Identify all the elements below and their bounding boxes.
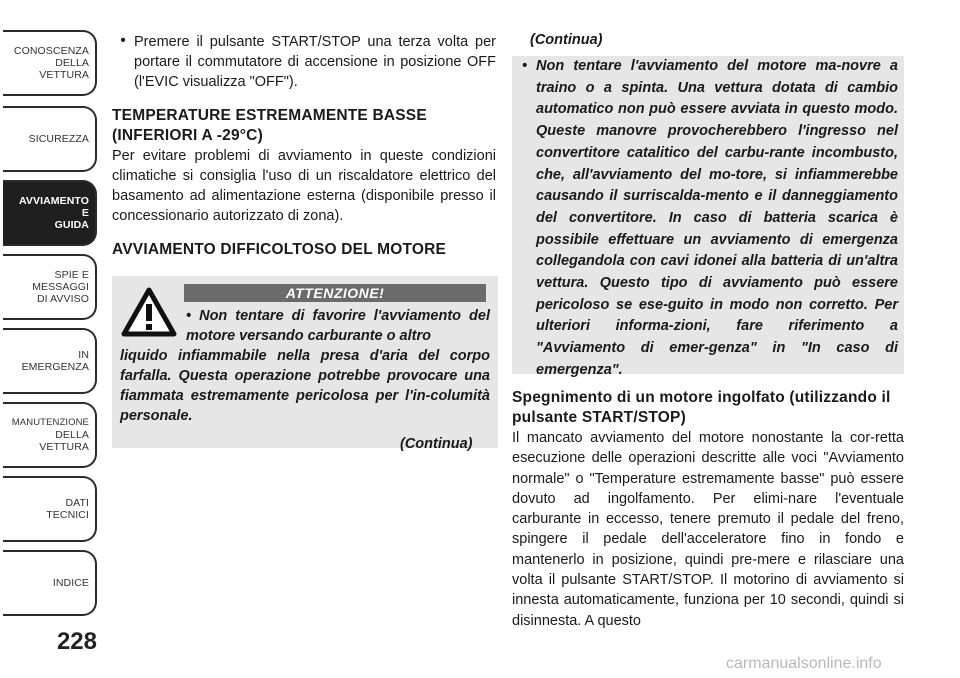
tab-label: INDICE — [52, 577, 89, 589]
watermark: carmanualsonline.info — [726, 655, 882, 672]
tab-manutenzione-della-vettura[interactable] — [3, 402, 97, 468]
tab-label: TECNICI — [46, 509, 89, 521]
tab-indice[interactable] — [3, 550, 97, 616]
tab-label: MESSAGGI — [32, 281, 89, 293]
tab-label: AVVIAMENTO — [18, 195, 89, 207]
tab-avviamento-e-guida[interactable] — [3, 180, 97, 246]
tab-label: VETTURA — [39, 441, 89, 453]
warning-bullet-text: Non tentare l'avviamento del motore ma-novre a traino o a spinta. Una vettura dotata di cambio automatico non può essere avviata in questo modo. Queste manovre provocherebbero l'ingresso nel convertitore catalitico del carbu-rante incombusto, che, all'avviamento del mo-tore, si infiammerebbe causando il surriscalda-mento e il danneggiamento del convertitore. In caso di batteria scarica è possibile effettuare un avviamento di emergenza collegandola con cavi idonei alla batteria di un'altra vettura. Questo tipo di avviamento può essere pericoloso se ese-guito in modo non corretto. Per ulteriori informa-zioni, fare riferimento a "Avviamento di emer-genza" in "In caso di emergenza". — [536, 58, 898, 378]
bullet-dot: • — [120, 32, 126, 49]
bullet-text: Premere il pulsante START/STOP una terza volta per portare il commutatore di accensione in posizione OFF (l'EVIC visualizza "OFF"). — [134, 34, 496, 90]
right-column — [512, 388, 904, 631]
tab-label: DATI — [65, 497, 89, 509]
paragraph-low-temperatures: Per evitare problemi di avviamento in queste condizioni climatiche si consiglia l'uso di un riscaldatore elettrico del basamento ad alimentazione esterna (disponibile presso il concessionario autorizzato di zona). — [112, 148, 496, 224]
tab-label: DELLA — [55, 429, 89, 441]
tab-label: MANUTENZIONE — [11, 417, 89, 428]
tab-label: SPIE E — [54, 269, 89, 281]
tab-in-emergenza[interactable] — [3, 328, 97, 394]
heading-difficult-start: AVVIAMENTO DIFFICOLTOSO DEL MOTORE — [112, 241, 447, 258]
warning-bullet — [522, 56, 898, 382]
continued-label: (Continua) — [400, 436, 473, 452]
tab-label: CONOSCENZA — [13, 45, 89, 57]
list-item — [112, 32, 496, 92]
tab-conoscenza-della-vettura[interactable] — [3, 30, 97, 96]
tab-label: GUIDA — [54, 219, 89, 231]
bullet-dot: • — [522, 58, 528, 74]
tab-label: SICUREZZA — [28, 133, 89, 145]
paragraph-flooded-engine: Il mancato avviamento del motore nonostante la cor-retta esecuzione delle operazioni descritte alle voci "Avviamento normale" o "Temperature estremamente basse" può essere dovuto ad ingolfamento. Per elimi-nare l'eventuale carburante in eccesso, tenere premuto il pedale del freno, spingere il pedale dell'acceleratore fino in fondo e mantenerlo in posizione, quindi pre-mere e rilasciare una volta il pulsante START/STOP. Il motorino di avviamento si innesta automaticamente, funziona per 10 secondi, quindi si disinnesta. A questo — [512, 430, 904, 629]
tab-label: DI AVVISO — [36, 293, 89, 305]
tab-label: VETTURA — [39, 69, 89, 81]
heading-extreme-low-temperatures: TEMPERATURE ESTREMAMENTE BASSE (INFERIORI A -29°C) — [112, 107, 427, 144]
heading-flooded-engine: Spegnimento di un motore ingolfato (utilizzando il pulsante START/STOP) — [512, 389, 891, 426]
tab-label: EMERGENZA — [21, 361, 89, 373]
warning-text-continued: liquido infiammabile nella presa d'aria del corpo farfalla. Questa operazione potrebbe provocare una fiammata estremamente pericolosa per l'in-columità personale. — [120, 348, 490, 424]
tab-dati-tecnici[interactable] — [3, 476, 97, 542]
warning-title: ATTENZIONE! — [184, 284, 486, 302]
tab-label: E — [81, 207, 89, 219]
warning-text-first: • Non tentare di favorire l'avviamento del motore versando carburante o altro — [186, 308, 490, 344]
page-number: 228 — [56, 628, 97, 655]
warning-triangle-icon — [121, 287, 177, 342]
continued-label: (Continua) — [530, 32, 603, 48]
tab-sicurezza[interactable] — [3, 106, 97, 172]
tab-spie-e-messaggi[interactable] — [3, 254, 97, 320]
tab-label: DELLA — [55, 57, 89, 69]
left-column — [112, 32, 496, 260]
tab-label: IN — [78, 349, 89, 361]
